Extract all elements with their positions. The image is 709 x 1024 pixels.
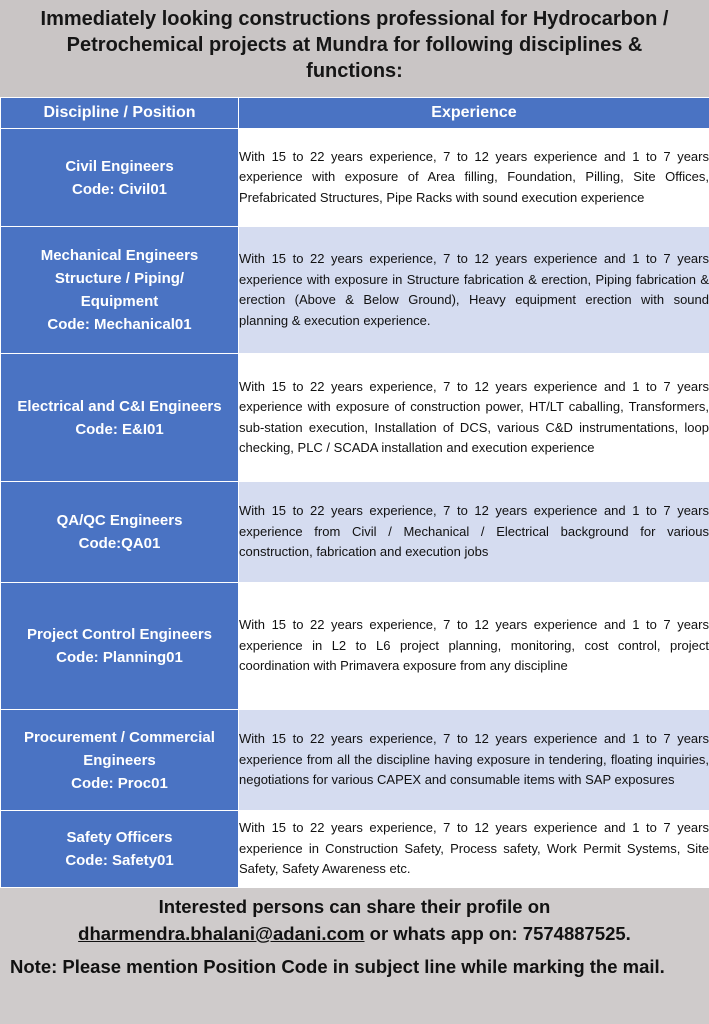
discipline-title: Safety Officers <box>66 829 173 846</box>
experience-cell: With 15 to 22 years experience, 7 to 12 years experience and 1 to 7 years experience from all the discipline having exposure in tendering, floating inquiries, negotiations for various CAPEX and consumable items with SAP exposures <box>239 710 709 811</box>
table-header-row <box>1 98 709 129</box>
discipline-code: Code: E&I01 <box>75 420 164 438</box>
discipline-title: Project Control Engineers <box>26 626 213 643</box>
table-row <box>1 482 709 583</box>
table-row <box>1 354 709 482</box>
contact-block <box>0 888 709 947</box>
discipline-code: Code: Planning01 <box>56 649 183 666</box>
experience-cell: With 15 to 22 years experience, 7 to 12 years experience and 1 to 7 years experience in Construction Safety, Process safety, Work Permit Systems, Site Safety, Safety Awareness etc. <box>239 811 709 888</box>
discipline-cell <box>1 354 239 482</box>
discipline-cell <box>1 482 239 583</box>
table-row <box>1 710 709 811</box>
experience-cell: With 15 to 22 years experience, 7 to 12 years experience and 1 to 7 years experience in L2 to L6 project planning, monitoring, cost control, project coordination with Primavera exposure from any discipline <box>239 583 709 710</box>
whatsapp-text: or whats app on: 7574887525. <box>364 923 631 944</box>
note-text: Note: Please mention Position Code in subject line while marking the mail. <box>10 956 665 977</box>
header-line-2: Petrochemical projects at Mundra for following disciplines & <box>66 34 643 56</box>
experience-cell: With 15 to 22 years experience, 7 to 12 years experience and 1 to 7 years experience with exposure in Structure fabrication & erection, Piping fabrication & erection (Above & Below Ground), Heavy equipment erection with sound planning & execution experience. <box>239 227 709 354</box>
contact-line <box>0 920 709 947</box>
discipline-code: Code: Proc01 <box>71 774 168 792</box>
discipline-cell <box>1 227 239 354</box>
table-row <box>1 811 709 888</box>
disciplines-table <box>0 97 709 888</box>
table-row <box>1 583 709 710</box>
discipline-title: Structure / Piping/ <box>54 270 185 287</box>
page-footer <box>0 888 709 1024</box>
experience-cell: With 15 to 22 years experience, 7 to 12 years experience and 1 to 7 years experience with exposure of Area filling, Foundation, Pilling, Site Offices, Prefabricated Structures, Pipe Racks with sound execution experience <box>239 129 709 227</box>
column-header-experience: Experience <box>239 98 709 129</box>
header-line-1: Immediately looking constructions professional for Hydrocarbon / <box>40 8 669 30</box>
column-header-discipline: Discipline / Position <box>1 98 239 129</box>
experience-cell: With 15 to 22 years experience, 7 to 12 years experience and 1 to 7 years experience with exposure of construction power, HT/LT caballing, Transformers, sub-station execution, Installation of DCS, various C&D instrumentations, loop checking, PLC / SCADA installation and execution experience <box>239 354 709 482</box>
table-row <box>1 227 709 354</box>
discipline-cell <box>1 811 239 888</box>
discipline-title: Electrical and C&I Engineers <box>17 397 222 415</box>
discipline-title: Mechanical Engineers <box>40 247 199 264</box>
discipline-title: Civil Engineers <box>65 157 174 175</box>
table-row <box>1 129 709 227</box>
discipline-title: QA/QC Engineers <box>56 512 183 529</box>
discipline-code: Code: Civil01 <box>71 180 168 198</box>
discipline-title: Procurement / Commercial <box>24 728 215 746</box>
email-link[interactable]: dharmendra.bhalani@adani.com <box>78 923 365 944</box>
discipline-title: Equipment <box>80 293 159 310</box>
header-line-3: functions: <box>306 60 403 82</box>
discipline-code: Code:QA01 <box>78 535 161 552</box>
discipline-title: Engineers <box>83 751 156 769</box>
discipline-code: Code: Safety01 <box>65 852 174 869</box>
page-header <box>0 0 709 96</box>
discipline-cell <box>1 710 239 811</box>
experience-cell: With 15 to 22 years experience, 7 to 12 years experience and 1 to 7 years experience from Civil / Mechanical / Electrical background for various construction, fabrication and execution jobs <box>239 482 709 583</box>
interest-line: Interested persons can share their profile on <box>158 896 551 917</box>
discipline-cell <box>1 129 239 227</box>
discipline-cell <box>1 583 239 710</box>
discipline-code: Code: Mechanical01 <box>47 316 192 333</box>
